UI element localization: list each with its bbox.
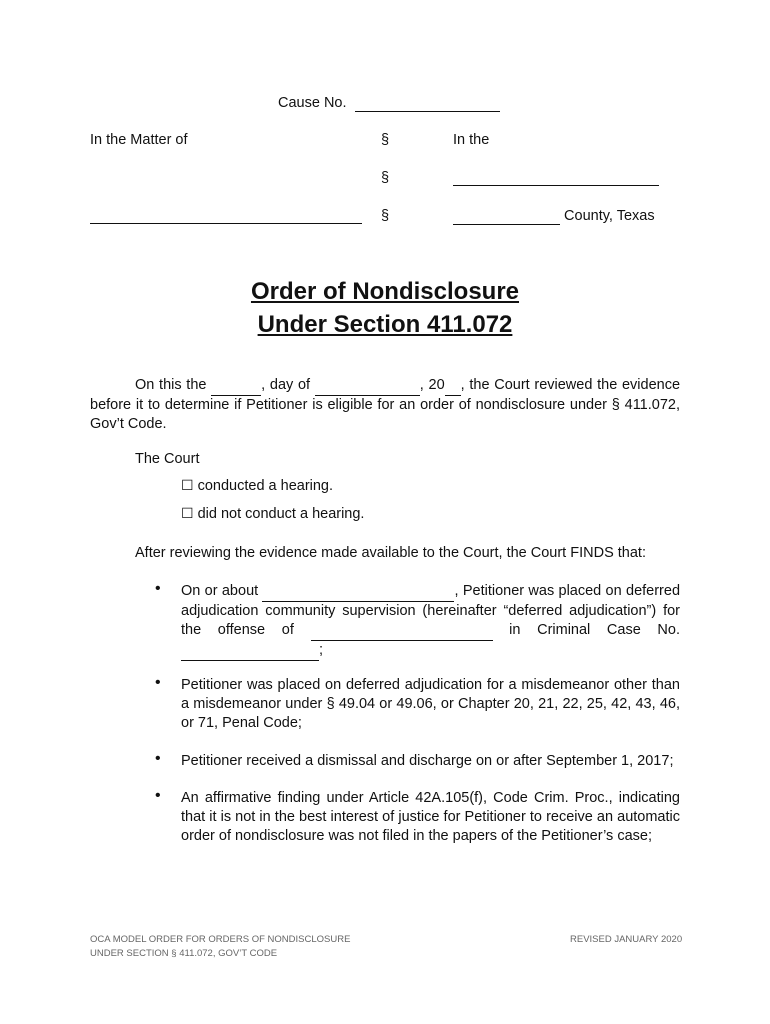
intro-year-prefix: , 20 bbox=[419, 377, 445, 393]
county-row bbox=[453, 208, 655, 225]
bullet-icon: • bbox=[155, 674, 161, 691]
intro-paragraph bbox=[90, 376, 680, 434]
section-symbol: § bbox=[381, 132, 390, 148]
footer-right: REVISED JANUARY 2020 bbox=[570, 934, 683, 945]
offense-blank[interactable] bbox=[311, 621, 493, 641]
intro-on-this-the: On this the bbox=[135, 377, 207, 393]
county-texas-label: County, Texas bbox=[564, 208, 655, 224]
the-court-label: The Court bbox=[135, 451, 200, 467]
day-blank[interactable] bbox=[211, 376, 261, 396]
finding-1-part1: On or about bbox=[181, 583, 259, 599]
date-placed-blank[interactable] bbox=[262, 582, 454, 602]
bullet-icon: • bbox=[155, 787, 161, 804]
hearing-option-label: did not conduct a hearing. bbox=[197, 506, 365, 522]
finding-1-end: ; bbox=[319, 642, 324, 658]
checkbox-icon[interactable]: ☐ bbox=[181, 478, 194, 494]
hearing-option-not-conducted[interactable] bbox=[181, 506, 364, 522]
year-blank[interactable] bbox=[445, 376, 461, 396]
hearing-option-label: conducted a hearing. bbox=[197, 478, 334, 494]
finding-1-part3: in Criminal Case No. bbox=[509, 622, 680, 638]
cause-number-row bbox=[278, 95, 500, 112]
petitioner-name-blank[interactable] bbox=[90, 208, 362, 224]
cause-no-label: Cause No. bbox=[278, 95, 347, 111]
in-the-label: In the bbox=[453, 132, 490, 148]
document-title-line2: Under Section 411.072 bbox=[257, 311, 513, 338]
finding-2: Petitioner was placed on deferred adjudication for a misdemeanor other than a misdemeanor under § 49.04 or 49.06, or Chapter 20, 21, 22, 25, 42, 43, 46, or 71, Penal Code; bbox=[181, 677, 680, 731]
section-symbol: § bbox=[381, 208, 390, 224]
month-blank[interactable] bbox=[315, 376, 420, 396]
footer-left-line2: UNDER SECTION § 411.072, GOV’T CODE bbox=[90, 948, 278, 959]
section-symbol: § bbox=[381, 170, 390, 186]
finding-3: Petitioner received a dismissal and discharge on or after September 1, 2017; bbox=[181, 753, 674, 769]
in-the-matter-of-label: In the Matter of bbox=[90, 132, 188, 148]
bullet-icon: • bbox=[155, 580, 161, 597]
finding-1 bbox=[181, 582, 680, 661]
finding-1-part2: , Petitioner was placed on deferred adjudication community supervision (hereinafter “deferred adjudication”) for the offense of bbox=[181, 583, 681, 638]
bullet-icon: • bbox=[155, 750, 161, 767]
hearing-option-conducted[interactable] bbox=[181, 478, 333, 494]
intro-reviewed-text: , the Court reviewed the evidence before it to determine if Petitioner is eligible for an order of nondisclosure under § 411.072, Gov’t Code. bbox=[90, 377, 681, 432]
cause-no-blank[interactable] bbox=[355, 95, 500, 112]
findings-intro: After reviewing the evidence made available to the Court, the Court FINDS that: bbox=[135, 545, 646, 561]
footer-left-line1: OCA MODEL ORDER FOR ORDERS OF NONDISCLOSURE bbox=[90, 934, 351, 945]
criminal-case-no-blank[interactable] bbox=[181, 641, 319, 661]
footer-left bbox=[90, 933, 350, 961]
intro-day-of: , day of bbox=[261, 377, 311, 393]
finding-4: An affirmative finding under Article 42A.105(f), Code Crim. Proc., indicating that it is not in the best interest of justice for Petitioner to receive an automatic order of nondisclosure was not filed in the papers of the Petitioner’s case; bbox=[181, 790, 680, 844]
county-blank[interactable] bbox=[453, 208, 560, 225]
document-title-line1: Order of Nondisclosure bbox=[250, 278, 520, 305]
checkbox-icon[interactable]: ☐ bbox=[181, 506, 194, 522]
court-name-blank[interactable] bbox=[453, 170, 659, 186]
